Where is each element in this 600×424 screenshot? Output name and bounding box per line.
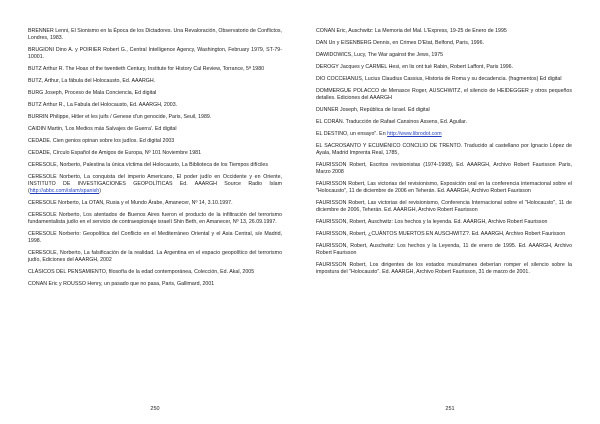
bibliography-entry: CAIDIN Martin, 'Los Medios más Salvajes de Guerra'. Ed digital: [28, 126, 177, 133]
bibliography-entry: CEDADE, Círculo Español de Amigos de Europa, Nº 101 Noviembre 1981: [28, 150, 201, 157]
bibliography-entry: CONAN Eric, Auschwitz: La Memoria del Mal. L'Express, 19-25 de Enero de 1995: [316, 28, 507, 34]
bibliography-entry: DOMMERGUE POLACCO de Menasce Roger, AUSCHWITZ, el silencio de HEIDEGGER y otros pequeños detalles. Ediciones del AAARGH: [316, 87, 572, 102]
bibliography-entry: BURG Joseph, Proceso de Mala Conciencia, Ed digital: [28, 90, 157, 97]
page-number: 251: [445, 406, 455, 412]
bibliography-entry: BUTZ Arthur R. The Hoax of the twentieth Century, Institute for History Cal Review, Torrance, 5ª 1980: [28, 66, 265, 73]
bibliography-entry: CERESOLE Norberto, La conquista del imperio Americano, El poder judío en Occidente y en Oriente, INSTITUTO DE INVESTIGACIONES GEOPOLÍTICAS Ed. AAARGH Source Radio Islam (http://abbc.com/islam/spanish): [28, 174, 282, 195]
bibliography-entry: DAN Un y EISENBERG Dennis, en Crimes D'Etat, Belfond, Paris, 1996.: [316, 39, 484, 46]
bibliography-list-right: [316, 28, 572, 281]
bibliography-entry: FAURISSON, Robert, ¿CUÁNTOS MUERTOS EN AUSCHWITZ?. Ed. AAARGH, Archivo Robert Faurisson: [316, 231, 566, 238]
bibliography-entry: EL DESTINO, un ensayo". En http://www.librodot.com: [316, 130, 442, 137]
bibliography-entry: FAURISSON Robert, Escritos revisionistas (1974-1998), Ed. AAARGH, Archivo Robert Faurisson Paris, Marzo 2008: [316, 162, 572, 176]
bibliography-entry: FAURISSON, Robert, Auschwitz: Los hechos y la Leyenda, 11 de enero de 1995. Ed. AAARGH, Archivo Robert Faurisson: [316, 243, 572, 257]
bibliography-entry: BRUGIONI Dino A. y POIRIER Robert G., Central Intelligence Agency, Washington, February 1979, ST-79-10001.: [28, 47, 282, 61]
bibliography-entry: CLÁSICOS DEL PENSAMIENTO, filosofía de la edad contemporánea, Colección, Ed. Akal, 2005: [28, 269, 255, 276]
bibliography-entry: CERESOLE, Norberto, Palestina la única víctima del Holocausto, La Biblioteca de los Tiempos difíciles: [28, 162, 268, 169]
bibliography-entry: BURRIN Philippe, Hitler et les juifs / Genese d'un genocide, Paris, Seuil, 1989.: [28, 114, 212, 121]
right-page: [300, 0, 600, 424]
reference-link[interactable]: http://www.librodot.com: [387, 130, 442, 137]
bibliography-entry: CERESOLE Norberto: Geopolítica del Conflicto en el Mediterráneo Oriental y el Asia Central, s/e Madrid, 1998.: [28, 231, 282, 245]
bibliography-entry: BUTZ Arthur R., La Fabula del Holocausto, Ed. AAARGH, 2003.: [28, 102, 178, 109]
bibliography-entry: FAURISSON, Robert, Auschwitz: Los hechos y la leyenda. Ed. AAARGH, Archivo Robert Faurisson: [316, 219, 548, 226]
bibliography-entry: DEROGY Jacques y CARMEL Hesi, en lis ont tué Rabin, Robert Laffont, Paris 1996.: [316, 63, 514, 70]
bibliography-entry: FAURISSON Robert, Las victorias del revisionismo, Conferencia Internacional sobre el "Holocausto", 11 de diciembre de 2006, Teherán. Ed. AAARGH, Archivo Robert Faurisson: [316, 200, 572, 214]
page-number: 250: [150, 406, 160, 412]
bibliography-entry: CERESOLE Norberto, Los atentados de Buenos Aires fueron el producto de la infiltración del terrorismo fundamentalista judío en el servicio de contraespionaje israelí Shin Beth, en Amanecer, Nº 13, 26.09.1997.: [28, 212, 282, 226]
bibliography-entry: EL CORÁN. Traducción de Rafael Cansinos Assens, Ed. Aguilar.: [316, 118, 467, 125]
bibliography-entry: BRENNER Lenni, El Sionismo en la Época de los Dictadores. Una Revaloración, Observatorio de Conflictos, Londres, 1983.: [28, 28, 282, 42]
bibliography-entry: FAURISSON Robert, Las victorias del revisionismo, Exposición oral en la conferencia internacional sobre el "Holocausto", 11 de diciembre de 2006 en Teherán. Ed. AAARGH, Archivo Robert Faurisson: [316, 181, 572, 195]
reference-link[interactable]: http://abbc.com/islam/spanish: [29, 188, 100, 195]
bibliography-entry: EL SACROSANTO Y ECUMÉNICO CONCILIO DE TRENTO. Traducido al castellano por Ignacio López de Ayala, Madrid Imprenta Real, 1785,: [316, 142, 572, 157]
bibliography-entry: DIO COCCEIANUS, Lucius Claudius Cassius, Historia de Roma y su decadencia. (fragmentos) Ed digital: [316, 75, 562, 82]
bibliography-entry: CERESOLE Norberto, La OTAN, Rusia y el Mundo Árabe, Amanecer, Nº 14, 3.10.1997.: [28, 200, 233, 207]
bibliography-entry: CONAN Eric y ROUSSO Henry, un pasado que no pasa, Paris, Gallimard, 2001: [28, 281, 215, 288]
bibliography-entry: BUTZ, Arthur, La fábula del Holocausto, Ed. AAARGH.: [28, 78, 156, 85]
bibliography-entry: CEDADE. Cien genios opinan sobre los judíos. Ed digital 2003: [28, 138, 175, 145]
bibliography-entry: FAURISSON Robert, Los dirigentes de los estados musulmanes deberían romper el silencio sobre la impostura del "Holocausto". Ed. AAARGH, Archivo Robert Faurisson, 31 de marzo de 2001.: [316, 262, 572, 276]
bibliography-entry: DUNNER Joseph, República de Israel. Ed digital: [316, 107, 430, 113]
bibliography-entry: CERESOLE, Norberto, La falsificación de la realidad. La Argentina en el espacio geopolítico del terrorismo judío, Ediciones del AAARGH, 2002: [28, 250, 282, 264]
bibliography-list-left: [28, 28, 282, 293]
bibliography-entry: DAWIDOWICS, Lucy, The War against the Jews, 1975: [316, 51, 444, 58]
